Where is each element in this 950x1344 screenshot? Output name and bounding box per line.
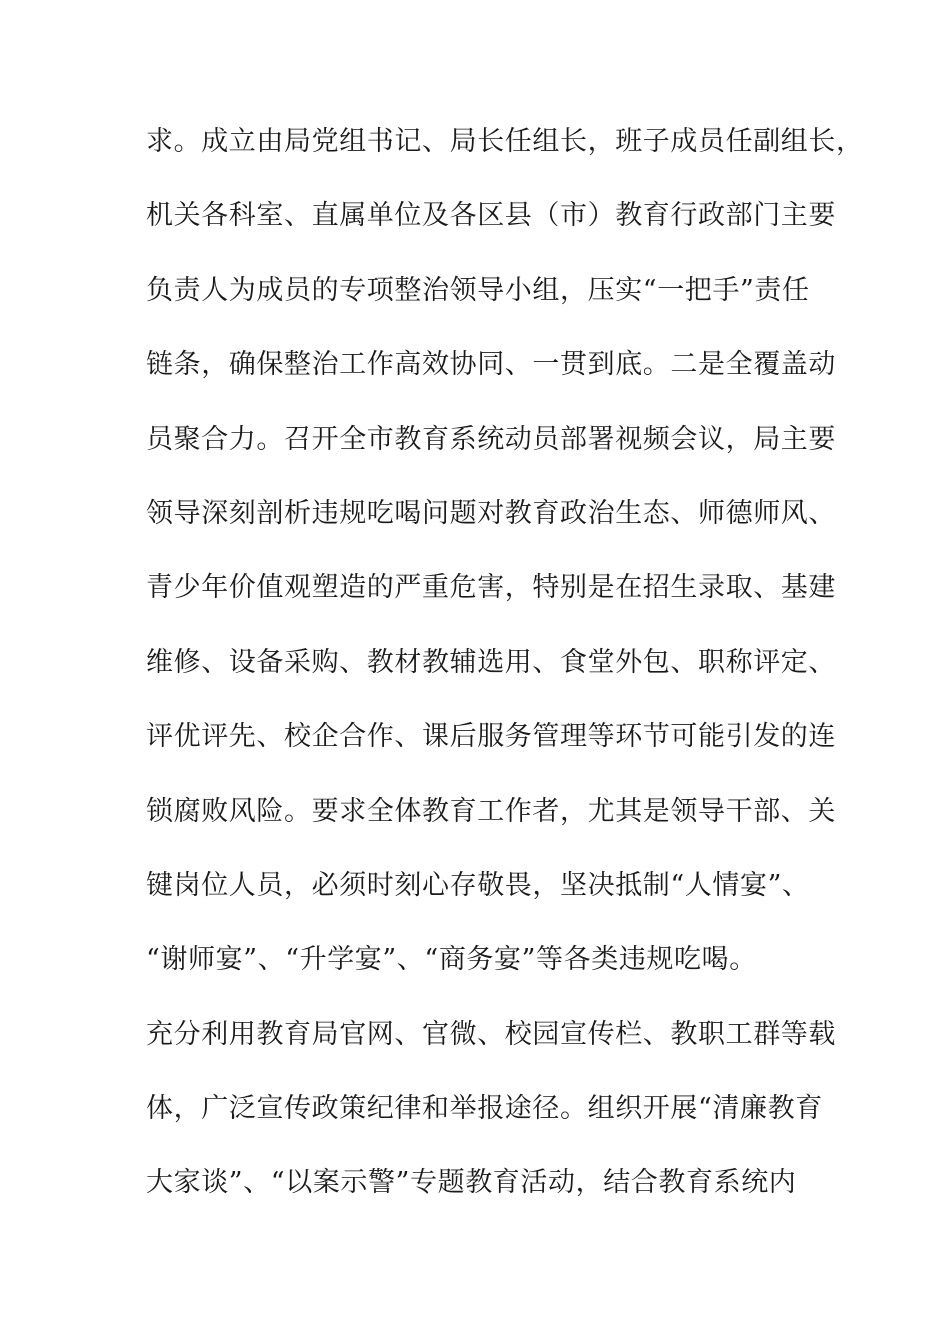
text-line: 锁腐败风险。要求全体教育工作者，尤其是领导干部、关 (146, 795, 836, 827)
text-line: “谢师宴”、“升学宴”、“商务宴”等各类违规吃喝。 (146, 944, 757, 976)
text-line: 体，广泛宣传政策纪律和举报途径。组织开展“清廉教育 (146, 1093, 823, 1125)
text-line: 键岗位人员，必须时刻心存敬畏，坚决抵制“人情宴”、 (146, 869, 810, 901)
text-line: 机关各科室、直属单位及各区县（市）教育行政部门主要 (146, 200, 836, 232)
text-line: 链条，确保整治工作高效协同、一贯到底。二是全覆盖动 (146, 349, 836, 381)
text-line: 充分利用教育局官网、官微、校园宣传栏、教职工群等载 (146, 1018, 836, 1050)
text-line: 评优评先、校企合作、课后服务管理等环节可能引发的连 (146, 721, 836, 753)
text-line: 大家谈”、“以案示警”专题教育活动，结合教育系统内 (146, 1167, 797, 1199)
text-line: 员聚合力。召开全市教育系统动员部署视频会议，局主要 (146, 423, 836, 455)
text-line: 负责人为成员的专项整治领导小组，压实“一把手”责任 (146, 274, 810, 306)
text-line: 维修、设备采购、教材教辅选用、食堂外包、职称评定、 (146, 646, 836, 678)
text-line: 求。成立由局党组书记、局长任组长，班子成员任副组长， (146, 126, 864, 157)
text-line: 领导深刻剖析违规吃喝问题对教育政治生态、师德师风、 (146, 497, 836, 529)
text-line: 青少年价值观塑造的严重危害，特别是在招生录取、基建 (146, 572, 836, 604)
body-paragraph (146, 117, 864, 1233)
